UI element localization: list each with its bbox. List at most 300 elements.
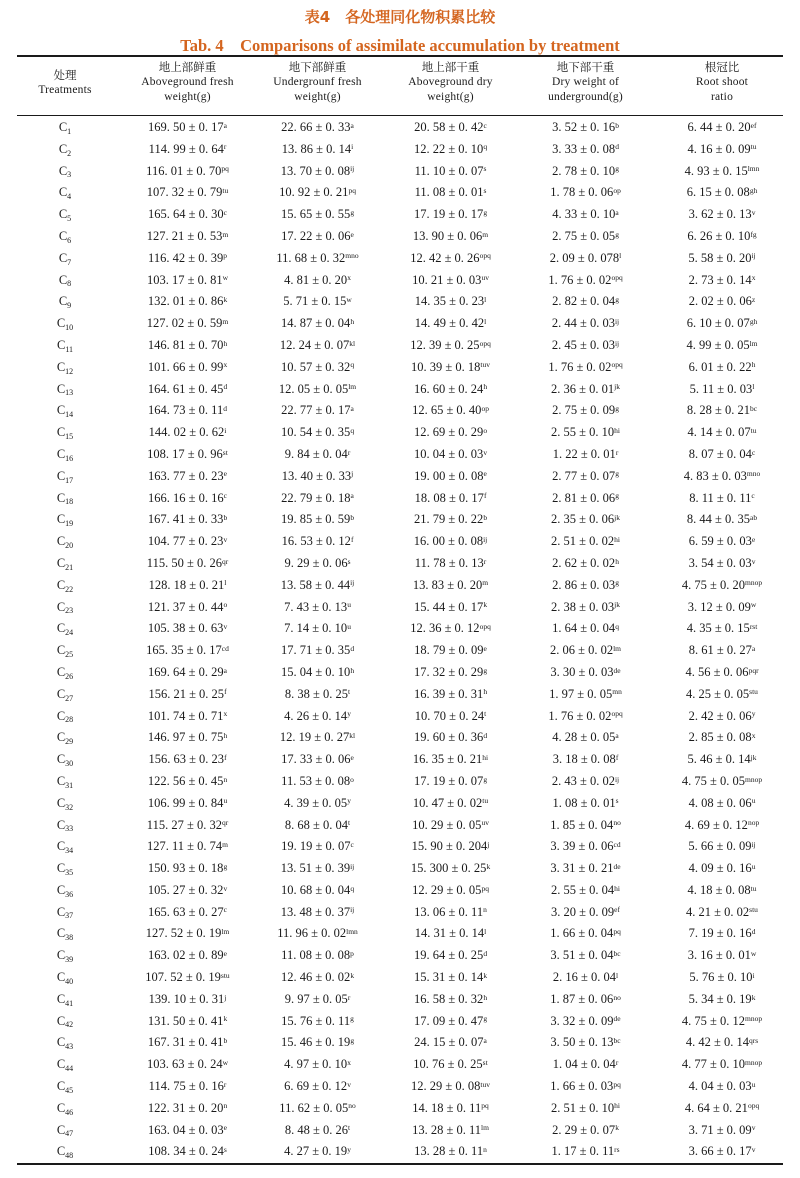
cell-value: 12. 69 ± 0. 29 bbox=[413, 425, 484, 440]
cell-value: 14. 35 ± 0. 23 bbox=[414, 294, 485, 309]
cell-aboveground-fresh bbox=[120, 204, 255, 226]
cell-root-shoot-ratio bbox=[662, 618, 782, 640]
cell-value: 11. 78 ± 0. 13 bbox=[414, 555, 484, 570]
significance-letter: w bbox=[750, 600, 757, 610]
significance-letter: de bbox=[613, 1014, 621, 1024]
cell-underground-fresh bbox=[250, 400, 385, 422]
significance-letter: no bbox=[613, 992, 621, 1002]
cell-underground-fresh bbox=[250, 248, 385, 270]
cell-underground-dry bbox=[518, 335, 653, 357]
cell-aboveground-fresh bbox=[120, 1032, 255, 1054]
cell-aboveground-fresh bbox=[120, 706, 255, 728]
cell-underground-dry bbox=[518, 139, 653, 161]
significance-letter: r bbox=[483, 556, 487, 566]
significance-letter: k bbox=[751, 992, 756, 1002]
cell-aboveground-fresh bbox=[120, 771, 255, 793]
cell-value: 3. 71 ± 0. 09 bbox=[688, 1122, 752, 1137]
significance-letter: e bbox=[350, 229, 354, 239]
cell-value: 167. 31 ± 0. 41 bbox=[147, 1035, 224, 1050]
significance-letter: b bbox=[223, 512, 228, 522]
cell-treatment: $C_{19}$ bbox=[56, 512, 74, 529]
significance-letter: b bbox=[615, 120, 619, 130]
table-title-cn: 表4 各处理同化物积累比较 bbox=[304, 8, 496, 26]
significance-letter: b bbox=[223, 1036, 228, 1046]
cell-value: 105. 27 ± 0. 32 bbox=[147, 882, 224, 897]
header-aboveground-dry bbox=[383, 60, 518, 105]
significance-letter: ij bbox=[350, 578, 355, 588]
cell-value: 19. 64 ± 0. 25 bbox=[413, 948, 484, 963]
cell-aboveground-fresh bbox=[120, 139, 255, 161]
cell-underground-fresh bbox=[250, 466, 385, 488]
cell-root-shoot-ratio bbox=[662, 1032, 782, 1054]
cell-aboveground-dry bbox=[383, 618, 518, 640]
significance-letter: a bbox=[751, 643, 756, 653]
cell-value: 2. 29 ± 0. 07 bbox=[552, 1122, 616, 1137]
cell-aboveground-dry bbox=[383, 662, 518, 684]
cell-value: 15. 44 ± 0. 17 bbox=[413, 599, 484, 614]
significance-letter: c bbox=[350, 839, 354, 849]
significance-letter: w bbox=[222, 1057, 229, 1067]
header-en: underground(g) bbox=[548, 91, 623, 103]
cell-value: 4. 28 ± 0. 05 bbox=[552, 730, 616, 745]
table-header bbox=[0, 60, 800, 110]
significance-letter: opq bbox=[479, 621, 491, 631]
treatment-subscript: 1 bbox=[67, 126, 72, 136]
header-underground-fresh bbox=[250, 60, 385, 105]
significance-letter: r bbox=[615, 447, 619, 457]
cell-underground-dry bbox=[518, 379, 653, 401]
cell-treatment: $C_{16}$ bbox=[56, 446, 74, 463]
cell-value: 21. 79 ± 0. 22 bbox=[413, 512, 484, 527]
significance-letter: h bbox=[751, 360, 756, 370]
cell-value: 3. 20 ± 0. 09 bbox=[551, 904, 615, 919]
cell-underground-dry bbox=[518, 945, 653, 967]
significance-letter: f bbox=[615, 752, 619, 762]
cell-underground-dry bbox=[518, 509, 653, 531]
cell-value: 10. 76 ± 0. 25 bbox=[413, 1057, 483, 1072]
cell-value: 2. 06 ± 0. 02 bbox=[549, 643, 614, 658]
cell-root-shoot-ratio bbox=[662, 531, 782, 553]
cell-underground-fresh bbox=[250, 1011, 385, 1033]
cell-value: 103. 63 ± 0. 24 bbox=[146, 1057, 223, 1072]
treatment-subscript: 21 bbox=[65, 562, 74, 572]
significance-letter: pqr bbox=[748, 665, 759, 675]
cell-aboveground-fresh bbox=[120, 836, 255, 858]
cell-root-shoot-ratio bbox=[662, 422, 782, 444]
cell-value: 11. 53 ± 0. 08 bbox=[281, 773, 351, 788]
cell-value: 2. 75 ± 0. 05 bbox=[552, 228, 616, 243]
cell-value: 12. 24 ± 0. 07 bbox=[279, 337, 350, 352]
cell-underground-dry bbox=[518, 597, 653, 619]
cell-aboveground-fresh bbox=[120, 923, 255, 945]
treatment-subscript: 39 bbox=[65, 955, 74, 965]
cell-value: 3. 16 ± 0. 01 bbox=[687, 948, 751, 963]
treatment-subscript: 41 bbox=[65, 998, 74, 1008]
cell-root-shoot-ratio bbox=[662, 335, 782, 357]
cell-treatment: $C_{10}$ bbox=[56, 316, 74, 332]
cell-value: 13. 48 ± 0. 37 bbox=[280, 904, 351, 919]
significance-letter: r bbox=[347, 992, 351, 1002]
cell-root-shoot-ratio bbox=[662, 727, 782, 749]
significance-letter: g bbox=[483, 774, 488, 784]
significance-letter: m bbox=[222, 229, 229, 239]
cell-value: 6. 69 ± 0. 12 bbox=[284, 1079, 348, 1094]
significance-letter: pq bbox=[221, 164, 229, 174]
treatment-subscript: 8 bbox=[67, 279, 72, 289]
treatment-subscript: 28 bbox=[65, 715, 74, 725]
cell-value: 16. 58 ± 0. 32 bbox=[413, 991, 484, 1006]
significance-letter: opq bbox=[611, 273, 623, 283]
cell-value: 15. 300 ± 0. 25 bbox=[410, 861, 487, 876]
significance-letter: w bbox=[222, 273, 229, 283]
cell-value: 4. 77 ± 0. 10 bbox=[681, 1057, 746, 1072]
cell-value: 114. 99 ± 0. 64 bbox=[148, 141, 224, 156]
cell-aboveground-fresh bbox=[120, 335, 255, 357]
cell-treatment: $C_{21}$ bbox=[56, 555, 74, 572]
cell-aboveground-dry bbox=[383, 313, 518, 335]
cell-aboveground-fresh bbox=[120, 793, 255, 815]
cell-value: 4. 39 ± 0. 05 bbox=[284, 795, 348, 810]
treatment-subscript: 18 bbox=[65, 497, 74, 507]
cell-value: 108. 17 ± 0. 96 bbox=[147, 446, 223, 461]
cell-underground-fresh bbox=[250, 509, 385, 531]
significance-letter: opq bbox=[479, 338, 491, 348]
cell-underground-fresh bbox=[250, 117, 385, 139]
treatment-subscript: 24 bbox=[65, 628, 74, 638]
table-row bbox=[0, 793, 800, 815]
cell-underground-fresh bbox=[250, 422, 385, 444]
cell-value: 2. 78 ± 0. 10 bbox=[552, 163, 616, 178]
significance-letter: pq bbox=[481, 1101, 489, 1111]
cell-value: 6. 01 ± 0. 22 bbox=[688, 359, 752, 374]
significance-letter: f bbox=[224, 687, 227, 697]
significance-letter: qr bbox=[221, 818, 229, 828]
table-row bbox=[0, 967, 800, 989]
significance-letter: l bbox=[616, 970, 619, 980]
cell-root-shoot-ratio bbox=[662, 117, 782, 139]
significance-letter: fg bbox=[750, 229, 757, 239]
cell-treatment: $C_{15}$ bbox=[56, 425, 74, 441]
significance-letter: e bbox=[350, 752, 354, 762]
cell-aboveground-fresh bbox=[120, 226, 255, 248]
cell-value: 1. 87 ± 0. 06 bbox=[550, 991, 614, 1006]
significance-letter: rs bbox=[614, 1145, 620, 1155]
header-en: Root shoot bbox=[695, 76, 749, 88]
cell-value: 8. 07 ± 0. 04 bbox=[688, 446, 752, 461]
significance-letter: m bbox=[222, 839, 228, 849]
cell-aboveground-dry bbox=[383, 1141, 518, 1163]
cell-value: 4. 81 ± 0. 20 bbox=[284, 272, 348, 287]
significance-letter: mno bbox=[746, 469, 761, 479]
cell-aboveground-dry bbox=[383, 684, 518, 706]
significance-letter: hi bbox=[614, 883, 620, 893]
cell-underground-fresh bbox=[250, 727, 385, 749]
cell-aboveground-fresh bbox=[120, 1141, 255, 1163]
cell-aboveground-dry bbox=[383, 815, 518, 837]
cell-aboveground-fresh bbox=[120, 1120, 255, 1142]
cell-value: 4. 21 ± 0. 02 bbox=[686, 904, 750, 919]
cell-underground-fresh bbox=[250, 923, 385, 945]
cell-treatment: $C_{44}$ bbox=[56, 1057, 74, 1074]
significance-letter: e bbox=[751, 534, 756, 544]
cell-value: 3. 32 ± 0. 09 bbox=[550, 1013, 614, 1028]
significance-letter: stu bbox=[749, 687, 758, 697]
significance-letter: kl bbox=[349, 338, 356, 348]
cell-root-shoot-ratio bbox=[662, 488, 782, 510]
significance-letter: v bbox=[223, 883, 228, 893]
significance-letter: u bbox=[751, 1079, 756, 1089]
table-row bbox=[0, 771, 800, 793]
cell-value: 15. 46 ± 0. 19 bbox=[280, 1035, 351, 1050]
significance-letter: p bbox=[223, 251, 227, 261]
significance-letter: jk bbox=[614, 382, 620, 392]
cell-root-shoot-ratio bbox=[662, 836, 782, 858]
cell-value: 16. 35 ± 0. 21 bbox=[412, 752, 483, 767]
significance-letter: a bbox=[615, 207, 619, 217]
cell-underground-fresh bbox=[250, 945, 385, 967]
table-row bbox=[0, 488, 800, 510]
significance-letter: t bbox=[484, 709, 487, 719]
significance-letter: h bbox=[223, 338, 228, 348]
cell-value: 15. 04 ± 0. 10 bbox=[280, 664, 351, 679]
significance-letter: r bbox=[223, 1079, 227, 1089]
cell-treatment: $C_{12}$ bbox=[56, 359, 74, 376]
table-row bbox=[0, 379, 800, 401]
cell-value: 164. 73 ± 0. 11 bbox=[148, 403, 224, 418]
cell-value: 4. 33 ± 0. 10 bbox=[552, 207, 616, 222]
cell-value: 13. 58 ± 0. 44 bbox=[280, 577, 351, 592]
cell-value: 122. 31 ± 0. 20 bbox=[147, 1100, 224, 1115]
cell-aboveground-fresh bbox=[120, 553, 255, 575]
treatment-subscript: 14 bbox=[65, 410, 74, 420]
significance-letter: v bbox=[751, 1145, 756, 1155]
cell-aboveground-dry bbox=[383, 139, 518, 161]
cell-underground-fresh bbox=[250, 357, 385, 379]
significance-letter: de bbox=[613, 665, 621, 675]
cell-root-shoot-ratio bbox=[662, 1054, 782, 1076]
treatment-subscript: 4 bbox=[67, 192, 72, 202]
cell-underground-fresh bbox=[250, 618, 385, 640]
treatment-subscript: 40 bbox=[65, 976, 74, 986]
cell-underground-dry bbox=[518, 815, 653, 837]
cell-underground-dry bbox=[518, 270, 653, 292]
significance-letter: l bbox=[619, 251, 622, 261]
cell-value: 12. 22 ± 0. 10 bbox=[413, 141, 484, 156]
cell-aboveground-dry bbox=[383, 335, 518, 357]
significance-letter: d bbox=[483, 948, 488, 958]
significance-letter: a bbox=[223, 665, 227, 675]
significance-letter: g bbox=[615, 491, 619, 501]
significance-letter: v bbox=[223, 534, 228, 544]
cell-underground-fresh bbox=[250, 575, 385, 597]
cell-aboveground-dry bbox=[383, 1076, 518, 1098]
cell-treatment: $C_{39}$ bbox=[56, 948, 74, 965]
significance-letter: lm bbox=[348, 382, 357, 392]
cell-underground-dry bbox=[518, 161, 653, 183]
treatment-subscript: 47 bbox=[65, 1129, 74, 1139]
cell-value: 7. 14 ± 0. 10 bbox=[284, 621, 348, 636]
cell-value: 4. 75 ± 0. 12 bbox=[681, 1013, 746, 1028]
cell-underground-dry bbox=[518, 466, 653, 488]
cell-value: 4. 14 ± 0. 07 bbox=[687, 425, 751, 440]
cell-aboveground-dry bbox=[383, 880, 518, 902]
significance-letter: tuv bbox=[480, 360, 490, 370]
cell-aboveground-dry bbox=[383, 836, 518, 858]
cell-value: 12. 29 ± 0. 05 bbox=[412, 882, 482, 897]
significance-letter: s bbox=[483, 186, 487, 196]
cell-treatment: $C_{38}$ bbox=[56, 926, 74, 943]
cell-root-shoot-ratio bbox=[662, 357, 782, 379]
table-row bbox=[0, 989, 800, 1011]
significance-letter: k bbox=[483, 600, 488, 610]
treatment-subscript: 23 bbox=[65, 606, 74, 616]
cell-treatment: $C_{35}$ bbox=[56, 861, 74, 877]
cell-aboveground-fresh bbox=[120, 967, 255, 989]
significance-letter: mnop bbox=[745, 774, 763, 784]
significance-letter: g bbox=[350, 207, 355, 217]
significance-letter: pq bbox=[613, 1079, 621, 1089]
significance-letter: m bbox=[482, 229, 489, 239]
cell-underground-dry bbox=[518, 400, 653, 422]
cell-underground-fresh bbox=[250, 989, 385, 1011]
cell-value: 144. 02 ± 0. 62 bbox=[148, 425, 225, 440]
cell-value: 4. 27 ± 0. 19 bbox=[284, 1144, 348, 1159]
cell-value: 163. 02 ± 0. 89 bbox=[148, 948, 224, 963]
significance-letter: t bbox=[348, 1123, 351, 1133]
cell-underground-fresh bbox=[250, 379, 385, 401]
cell-value: 2. 38 ± 0. 03 bbox=[551, 599, 615, 614]
significance-letter: hi bbox=[614, 1101, 620, 1111]
cell-value: 146. 81 ± 0. 70 bbox=[147, 337, 224, 352]
cell-value: 3. 66 ± 0. 17 bbox=[688, 1144, 752, 1159]
cell-treatment: $C_{42}$ bbox=[56, 1013, 74, 1030]
significance-letter: y bbox=[751, 709, 756, 719]
cell-underground-fresh bbox=[250, 226, 385, 248]
significance-letter: e bbox=[223, 1123, 227, 1133]
significance-letter: f bbox=[224, 752, 227, 762]
cell-underground-fresh bbox=[250, 880, 385, 902]
cell-value: 4. 97 ± 0. 10 bbox=[284, 1057, 348, 1072]
header-en: Aboveground dry bbox=[408, 76, 493, 88]
significance-letter: y bbox=[347, 709, 351, 719]
significance-letter: jk bbox=[750, 752, 757, 762]
significance-letter: p bbox=[350, 948, 354, 958]
cell-aboveground-fresh bbox=[120, 902, 255, 924]
significance-letter: hi bbox=[614, 425, 620, 435]
cell-value: 146. 97 ± 0. 75 bbox=[147, 730, 224, 745]
significance-letter: bc bbox=[613, 948, 621, 958]
cell-underground-fresh bbox=[250, 1141, 385, 1163]
cell-value: 1. 66 ± 0. 04 bbox=[550, 926, 614, 941]
significance-letter: n bbox=[223, 1101, 228, 1111]
cell-underground-dry bbox=[518, 1141, 653, 1163]
cell-treatment: $C_2$ bbox=[58, 141, 72, 158]
cell-value: 107. 52 ± 0. 19 bbox=[145, 970, 221, 985]
cell-root-shoot-ratio bbox=[662, 858, 782, 880]
cell-value: 1. 64 ± 0. 04 bbox=[552, 621, 616, 636]
significance-letter: h bbox=[483, 382, 488, 392]
significance-letter: q bbox=[350, 425, 355, 435]
significance-letter: s bbox=[347, 556, 351, 566]
significance-letter: j bbox=[224, 992, 227, 1002]
significance-letter: q bbox=[483, 142, 488, 152]
significance-letter: e bbox=[223, 948, 227, 958]
cell-underground-fresh bbox=[250, 313, 385, 335]
significance-letter: c bbox=[223, 491, 227, 501]
significance-letter: y bbox=[347, 796, 351, 806]
significance-letter: x bbox=[223, 360, 228, 370]
cell-value: 127. 11 ± 0. 74 bbox=[147, 839, 223, 854]
significance-letter: mnop bbox=[745, 578, 763, 588]
cell-aboveground-dry bbox=[383, 204, 518, 226]
cell-value: 4. 35 ± 0. 15 bbox=[686, 621, 750, 636]
cell-treatment: $C_{26}$ bbox=[56, 664, 74, 681]
cell-value: 15. 31 ± 0. 14 bbox=[413, 970, 484, 985]
cell-root-shoot-ratio bbox=[662, 902, 782, 924]
cell-aboveground-dry bbox=[383, 117, 518, 139]
cell-treatment: $C_{24}$ bbox=[56, 621, 74, 638]
significance-letter: h bbox=[483, 687, 488, 697]
significance-letter: f bbox=[483, 491, 487, 501]
cell-underground-dry bbox=[518, 1054, 653, 1076]
cell-value: 4. 83 ± 0. 03 bbox=[683, 468, 747, 483]
cell-value: 128. 18 ± 0. 21 bbox=[148, 577, 225, 592]
table-row bbox=[0, 313, 800, 335]
treatment-subscript: 35 bbox=[65, 867, 74, 877]
cell-underground-fresh bbox=[250, 858, 385, 880]
table-row bbox=[0, 597, 800, 619]
cell-aboveground-dry bbox=[383, 226, 518, 248]
cell-value: 8. 68 ± 0. 04 bbox=[284, 817, 349, 832]
treatment-subscript: 31 bbox=[65, 780, 74, 790]
cell-value: 13. 40 ± 0. 33 bbox=[281, 468, 352, 483]
significance-letter: qrs bbox=[748, 1036, 759, 1046]
significance-letter: i bbox=[224, 425, 227, 435]
cell-value: 12. 42 ± 0. 26 bbox=[410, 250, 480, 265]
cell-value: 14. 31 ± 0. 14 bbox=[414, 926, 485, 941]
cell-root-shoot-ratio bbox=[662, 945, 782, 967]
cell-underground-fresh bbox=[250, 1054, 385, 1076]
table-row bbox=[0, 880, 800, 902]
significance-letter: b bbox=[350, 512, 355, 522]
cell-value: 2. 09 ± 0. 078 bbox=[549, 250, 620, 265]
cell-value: 5. 34 ± 0. 19 bbox=[688, 991, 752, 1006]
significance-letter: ij bbox=[614, 774, 620, 784]
cell-value: 17. 32 ± 0. 29 bbox=[413, 664, 484, 679]
cell-aboveground-fresh bbox=[120, 684, 255, 706]
significance-letter: pq bbox=[613, 927, 621, 937]
cell-value: 10. 21 ± 0. 03 bbox=[412, 272, 482, 287]
cell-underground-dry bbox=[518, 902, 653, 924]
significance-letter: n bbox=[223, 774, 228, 784]
header-en: weight(g) bbox=[294, 91, 341, 103]
treatment-subscript: 17 bbox=[65, 475, 74, 485]
cell-aboveground-fresh bbox=[120, 379, 255, 401]
significance-letter: op bbox=[613, 186, 621, 196]
significance-letter: o bbox=[223, 600, 228, 610]
cell-value: 3. 30 ± 0. 03 bbox=[550, 664, 614, 679]
cell-aboveground-fresh bbox=[120, 618, 255, 640]
significance-letter: e bbox=[483, 469, 487, 479]
cell-value: 103. 17 ± 0. 81 bbox=[146, 272, 223, 287]
significance-letter: ij bbox=[614, 316, 620, 326]
cell-value: 22. 77 ± 0. 17 bbox=[281, 403, 351, 418]
cell-value: 104. 77 ± 0. 23 bbox=[147, 534, 224, 549]
significance-letter: d bbox=[751, 927, 756, 937]
cell-underground-fresh bbox=[250, 597, 385, 619]
cell-value: 22. 66 ± 0. 33 bbox=[281, 120, 351, 134]
cell-underground-dry bbox=[518, 226, 653, 248]
